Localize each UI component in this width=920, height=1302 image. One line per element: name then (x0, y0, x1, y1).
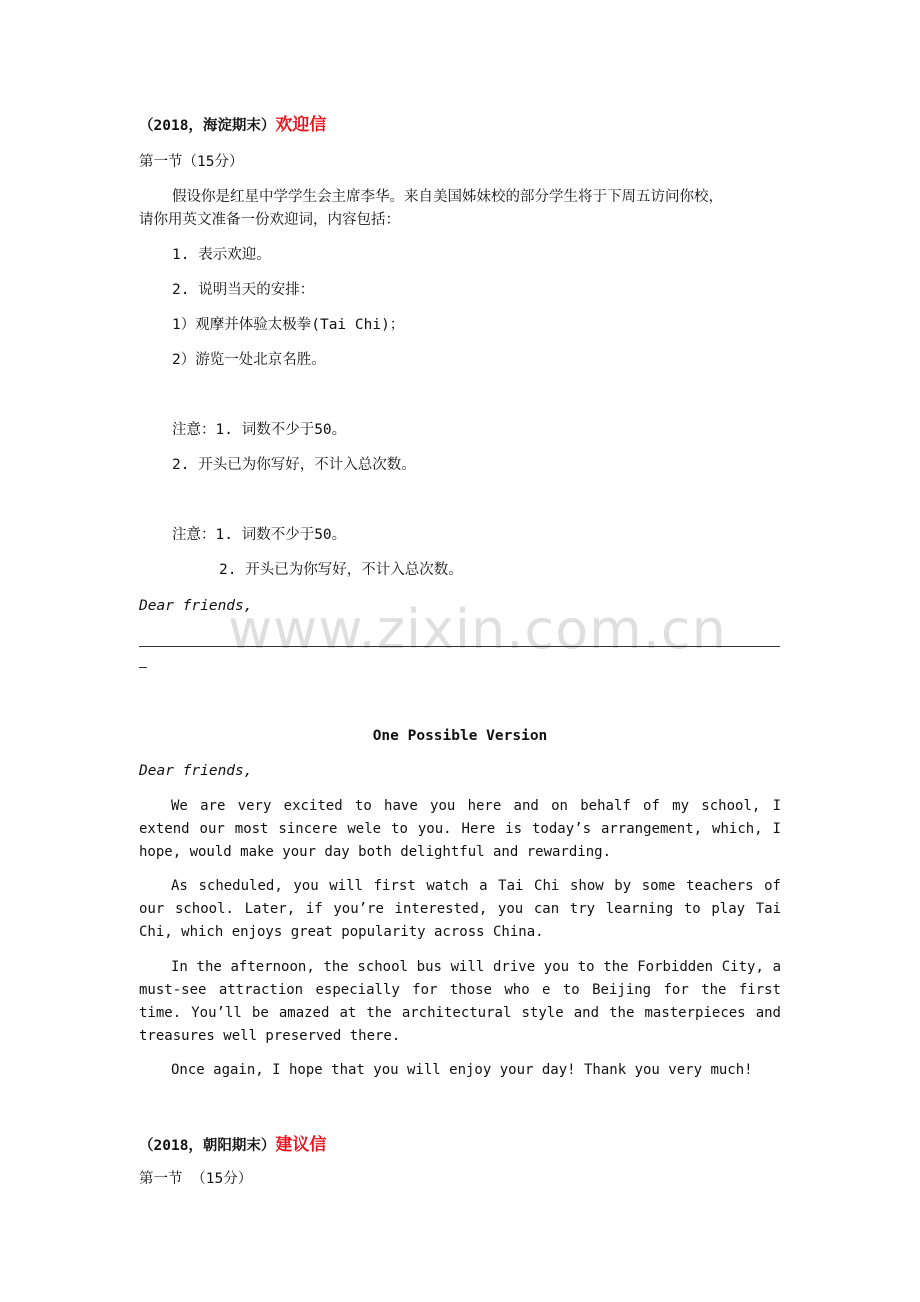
section1-item-2: 2. 说明当天的安排： (172, 282, 315, 298)
section1-note-a-2: 2. 开头已为你写好，不计入总次数。 (172, 457, 416, 473)
sample-heading: One Possible Version (372, 728, 548, 744)
section1-prompt-line2: 请你用英文准备一份欢迎词，内容包括： (139, 212, 400, 228)
watermark: www.zixin.com.cn (228, 598, 727, 661)
section1-part: 第一节（15分） (139, 154, 244, 170)
section1-note-b-2: 2. 开头已为你写好，不计入总次数。 (219, 562, 463, 578)
section1-item-2a: 1）观摩并体验太极拳(Tai Chi)； (172, 317, 405, 333)
answer-line (139, 646, 780, 647)
section1-greeting: Dear friends, (139, 598, 253, 614)
section1-prompt-line1: 假设你是红星中学学生会主席李华。来自美国姊妹校的部分学生将于下周五访问你校， (172, 189, 723, 205)
section1-heading (139, 116, 326, 135)
section1-item-1: 1. 表示欢迎。 (172, 247, 271, 263)
sample-paragraph-4: Once again, I hope that you will enjoy your day! Thank you very much! (171, 1062, 753, 1078)
answer-line-continuation (139, 667, 147, 668)
section1-source: （2018，海淀期末） (139, 118, 276, 134)
sample-paragraph-1: We are very excited to have you here and on behalf of my school, I extend our most sincere wele to you. Here is today’s arrangement, which, I hope, would make your day both delightful and rewarding. (139, 798, 781, 860)
section1-note-b-1: 注意：1. 词数不少于50。 (172, 527, 347, 543)
section2-source: （2018，朝阳期末） (139, 1138, 276, 1154)
section2-type: 建议信 (275, 1135, 327, 1155)
sample-paragraph-2: As scheduled, you will first watch a Tai Chi show by some teachers of our school. Later, if you’re interested, you can try learning to play Tai Chi, which enjoys great popularity across China. (139, 878, 781, 940)
section1-note-a-1: 注意：1. 词数不少于50。 (172, 422, 347, 438)
sample-paragraph-3: In the afternoon, the school bus will drive you to the Forbidden City, a must-see attraction especially for those who e to Beijing for the first time. You’ll be amazed at the architectural style and the masterpieces and treasures well preserved there. (139, 959, 781, 1044)
sample-greeting: Dear friends, (139, 763, 253, 779)
section2-heading (139, 1136, 326, 1155)
section1-item-2b: 2）游览一处北京名胜。 (172, 352, 326, 368)
section1-type: 欢迎信 (275, 115, 327, 135)
section2-part: 第一节 （15分） (139, 1171, 253, 1187)
